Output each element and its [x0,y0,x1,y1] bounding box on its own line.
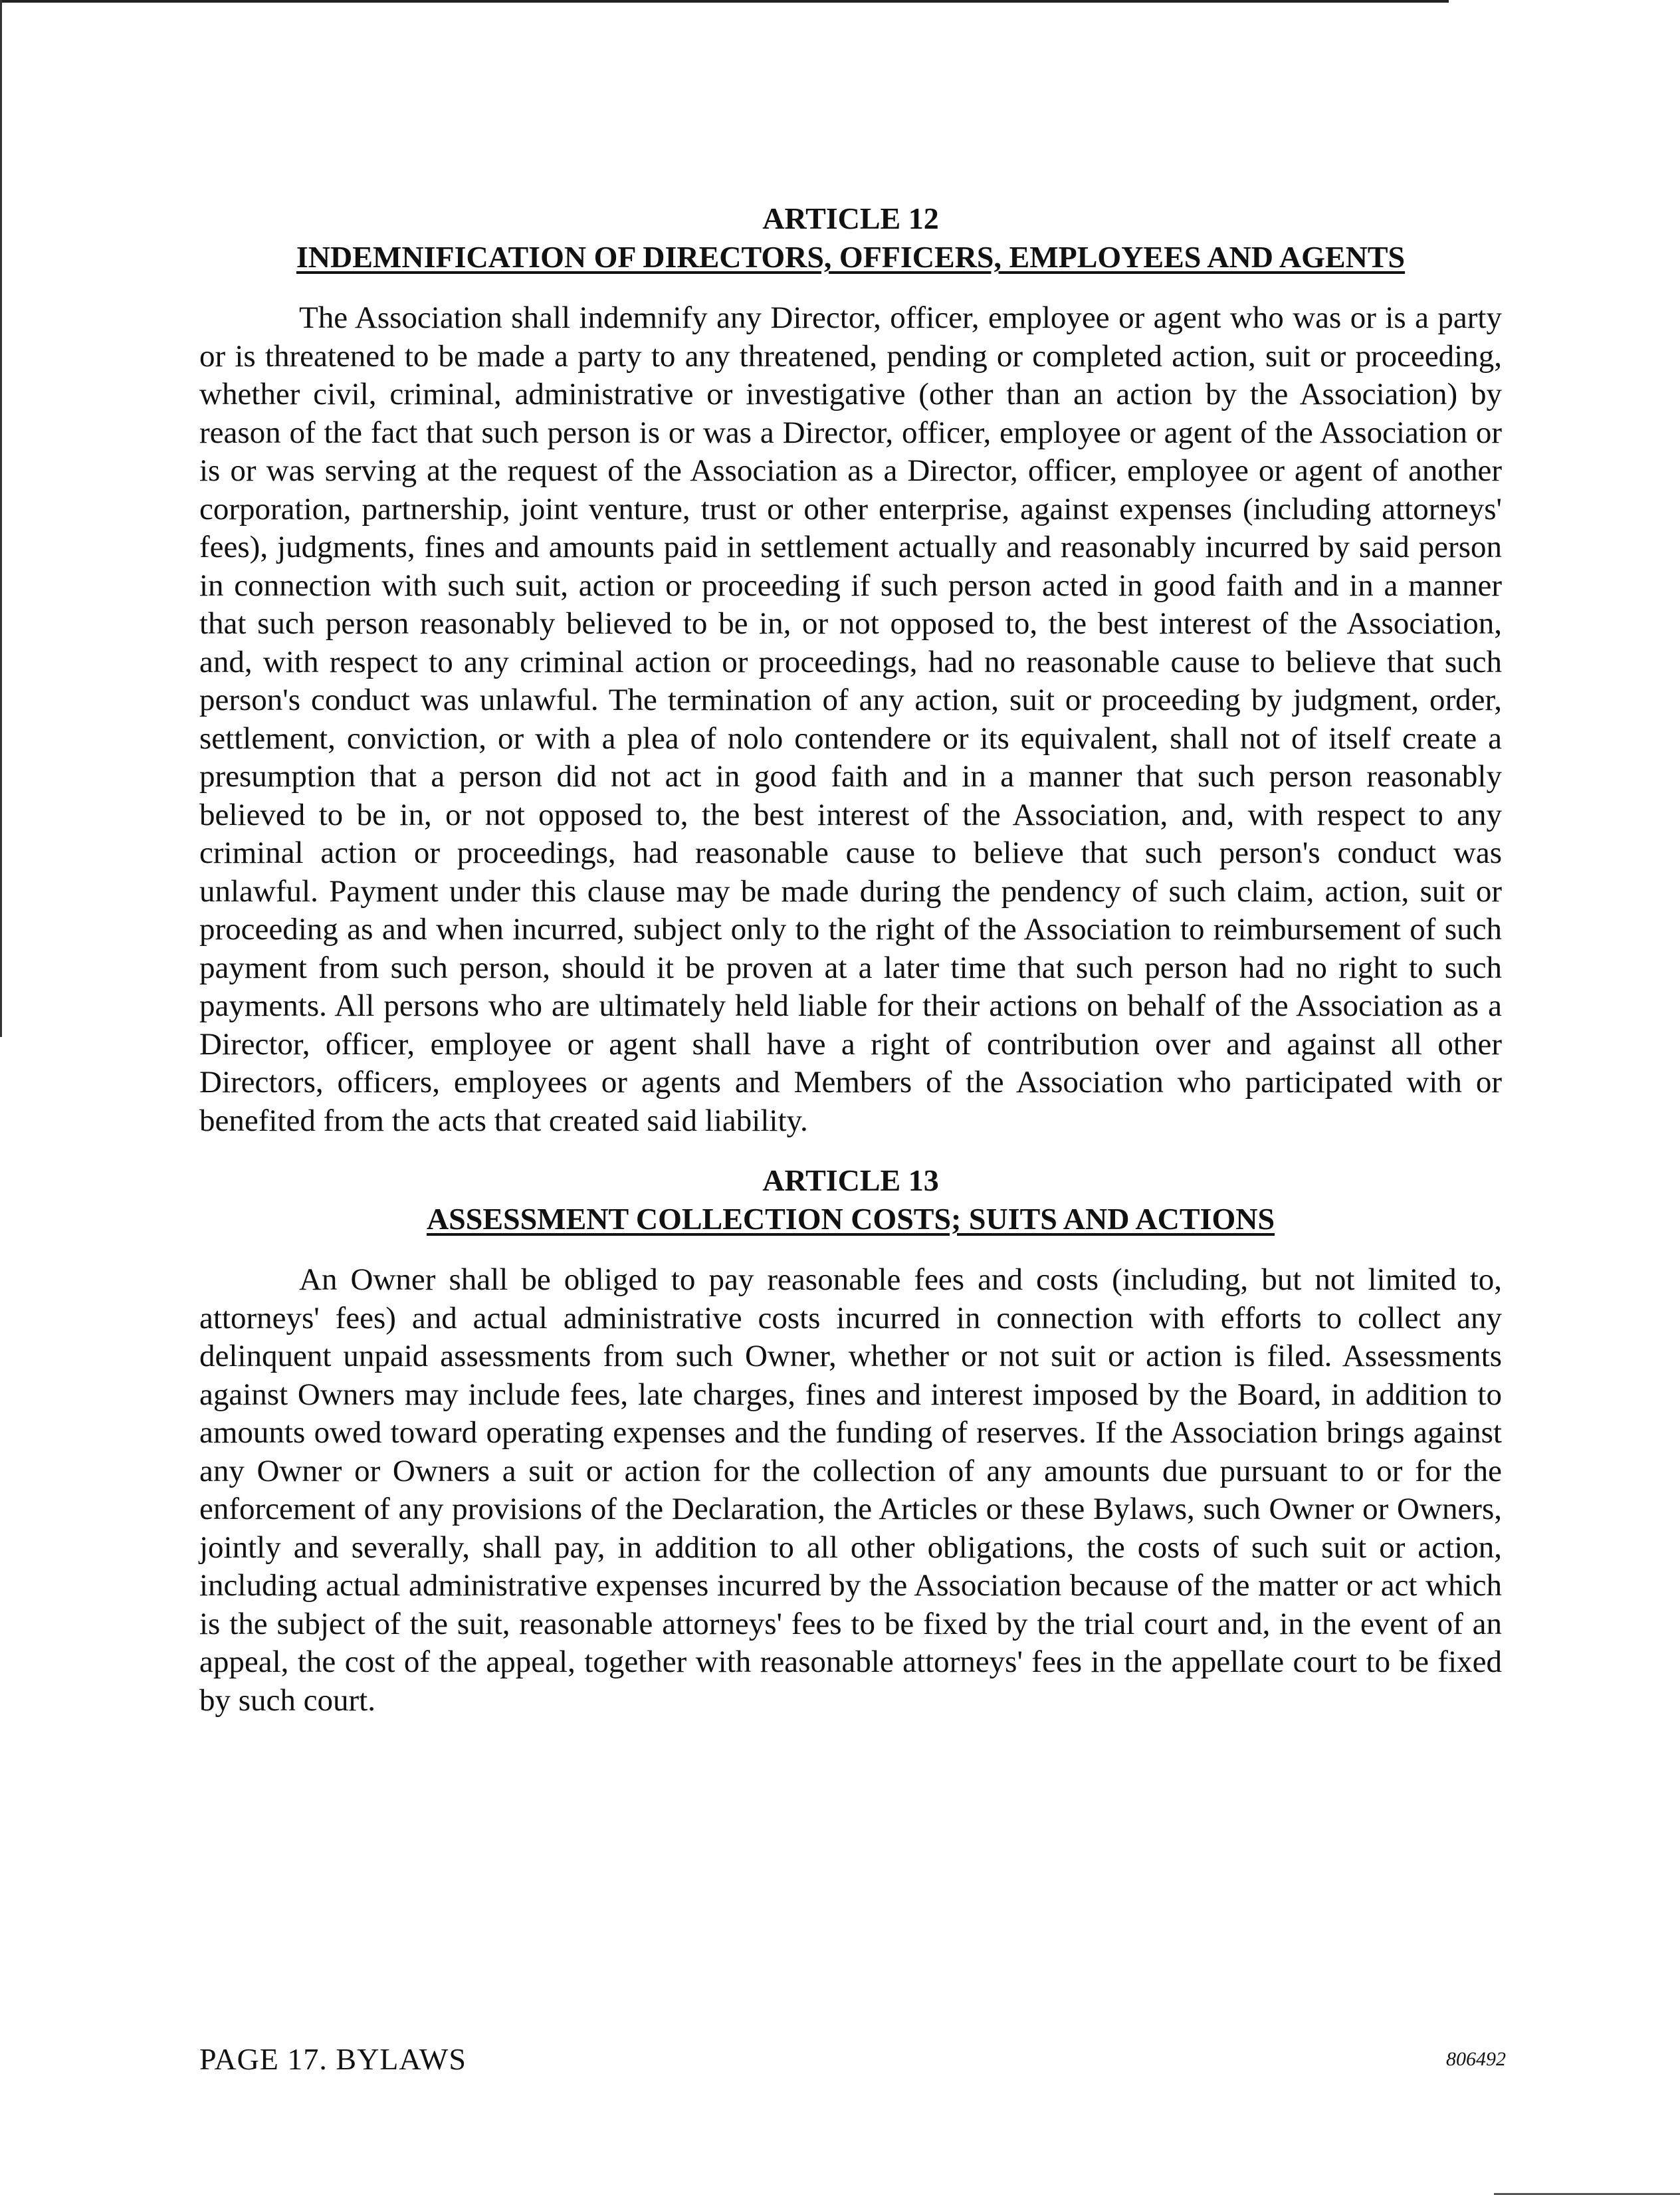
scan-border-left [0,0,2,1037]
article-12-section [199,199,1502,1140]
article-12-title: INDEMNIFICATION OF DIRECTORS, OFFICERS, EMPLOYEES AND AGENTS [296,240,1406,274]
article-12-number: ARTICLE 12 [762,201,939,235]
page-footer-label: PAGE 17. BYLAWS [199,2042,467,2076]
document-page [199,199,1502,1720]
article-12-body: The Association shall indemnify any Director, officer, employee or agent who was or is a party or is threatened to be made a party to any threatened, pending or completed action, suit or proceeding, whether civil, criminal, administrative or investigative (other than an action by the Association) by reason of the fact that such person is or was a Director, officer, employee or agent of the Association or is or was serving at the request of the Association as a Director, officer, employee or agent of another corporation, partnership, joint venture, trust or other enterprise, against expenses (including attorneys' fees), judgments, fines and amounts paid in settlement actually and reasonably incurred by said person in connection with such suit, action or proceeding if such person acted in good faith and in a manner that such person reasonably believed to be in, or not opposed to, the best interest of the Association, and, with respect to any criminal action or proceedings, had no reasonable cause to believe that such person's conduct was unlawful. The termination of any action, suit or proceeding by judgment, order, settlement, conviction, or with a plea of nolo contendere or its equivalent, shall not of itself create a presumption that a person did not act in good faith and in a manner that such person reasonably believed to be in, or not opposed to, the best interest of the Association, and, with respect to any criminal action or proceedings, had reasonable cause to believe that such person's conduct was unlawful. Payment under this clause may be made during the pendency of such claim, action, suit or proceeding as and when incurred, subject only to the right of the Association to reimbursement of such payment from such person, should it be proven at a later time that such person had no right to such payments. All persons who are ultimately held liable for their actions on behalf of the Association as a Director, officer, employee or agent shall have a right of contribution over and against all other Directors, officers, employees or agents and Members of the Association who participated with or benefited from the acts that created said liability. [199,300,1502,1138]
scan-border-top [0,0,1449,3]
document-number: 806492 [1446,2048,1506,2070]
article-13-section [199,1161,1502,1720]
article-13-number: ARTICLE 13 [762,1163,939,1197]
article-13-title: ASSESSMENT COLLECTION COSTS; SUITS AND ACTIONS [426,1202,1275,1236]
article-13-body: An Owner shall be obliged to pay reasonable fees and costs (including, but not limited to, attorneys' fees) and actual administrative costs incurred in connection with efforts to collect any delinquent unpaid assessments from such Owner, whether or not suit or action is filed. Assessments against Owners may include fees, late charges, fines and interest imposed by the Board, in addition to amounts owed toward operating expenses and the funding of reserves. If the Association brings against any Owner or Owners a suit or action for the collection of any amounts due pursuant to or for the enforcement of any provisions of the Declaration, the Articles or these Bylaws, such Owner or Owners, jointly and severally, shall pay, in addition to all other obligations, the costs of such suit or action, including actual administrative expenses incurred by the Association because of the matter or act which is the subject of the suit, reasonable attorneys' fees to be fixed by the trial court and, in the event of an appeal, the cost of the appeal, together with reasonable attorneys' fees in the appellate court to be fixed by such court. [199,1262,1502,1718]
